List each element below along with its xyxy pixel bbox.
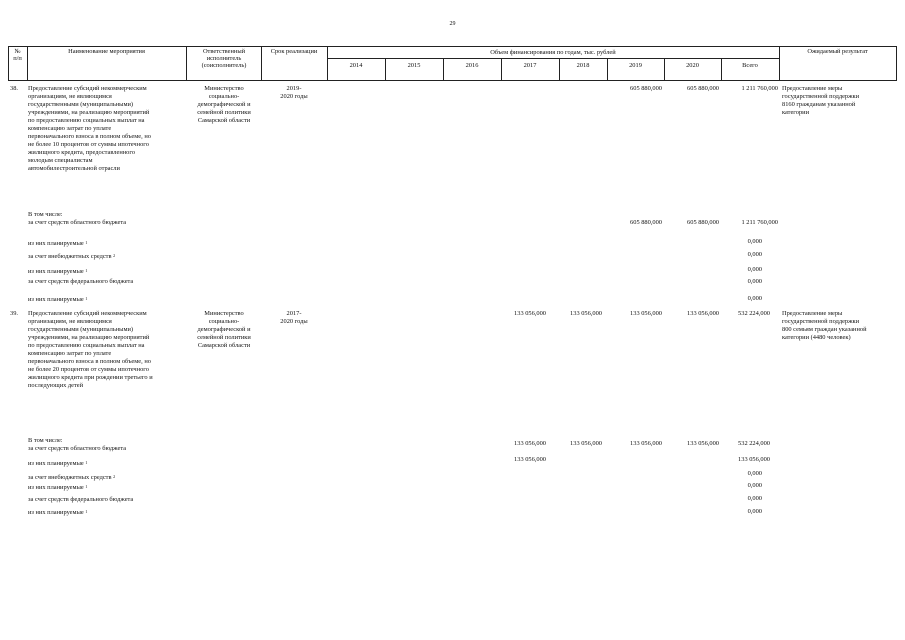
sub-label: из них планируемые $^1$ bbox=[28, 484, 88, 491]
header-top-line bbox=[8, 46, 896, 47]
sub-value-total: 532 224,000 bbox=[738, 440, 770, 447]
header-year: 2017 bbox=[523, 62, 537, 69]
sub-value-total: 0,000 bbox=[747, 266, 762, 273]
value-2019: 605 880,000 bbox=[630, 85, 662, 92]
header-executor: Ответственный исполнитель (соисполнитель) bbox=[201, 48, 247, 70]
sub-value-total: 0,000 bbox=[747, 278, 762, 285]
header-vline bbox=[896, 46, 897, 81]
sub-value-total: 0,000 bbox=[747, 508, 762, 515]
sub-value-2018: 133 056,000 bbox=[570, 440, 602, 447]
sub-label: из них планируемые $^1$ bbox=[28, 240, 88, 247]
header-year: 2018 bbox=[576, 62, 590, 69]
page-number: 29 bbox=[449, 21, 456, 27]
sub-value-total: 0,000 bbox=[747, 495, 762, 502]
sub-label: за счет средств федерального бюджета bbox=[28, 496, 134, 503]
sub-value-2020: 133 056,000 bbox=[687, 440, 719, 447]
header-year: 2020 bbox=[686, 62, 699, 69]
sub-value-2019: 605 880,000 bbox=[630, 219, 662, 226]
sub-value-total: 0,000 bbox=[747, 251, 762, 258]
header-total: Всего bbox=[742, 62, 758, 69]
sub-value-total: 1 211 760,000 bbox=[741, 219, 778, 226]
header-year: 2019 bbox=[629, 62, 642, 69]
header-vline bbox=[186, 46, 187, 81]
sub-value-total: 133 056,000 bbox=[738, 456, 770, 463]
header-num: № п/п bbox=[13, 48, 22, 63]
sub-label: из них планируемые $^1$ bbox=[28, 296, 88, 303]
sub-label: за счет средств областного бюджета bbox=[28, 219, 127, 226]
header-period: Срок реализации bbox=[270, 48, 318, 55]
header-year: 2015 bbox=[407, 62, 421, 69]
header-mid-line bbox=[327, 58, 779, 59]
value-total: 532 224,000 bbox=[738, 310, 770, 317]
value-2017: 133 056,000 bbox=[514, 310, 546, 317]
sub-value-total: 0,000 bbox=[747, 295, 762, 302]
header-result: Ожидаемый результат bbox=[807, 48, 868, 55]
header-funding: Объем финансирования по годам, тыс. рублей bbox=[490, 49, 616, 56]
header-year: 2016 bbox=[465, 62, 479, 69]
value-2018: 133 056,000 bbox=[570, 310, 602, 317]
sub-label: из них планируемые $^1$ bbox=[28, 509, 88, 516]
sub-value-2020: 605 880,000 bbox=[687, 219, 719, 226]
header-name: Наименование мероприятия bbox=[68, 48, 145, 55]
header-bottom-line bbox=[8, 80, 896, 81]
sub-label: за счет внебюджетных средств $^2$ bbox=[28, 474, 116, 481]
row-number: 39. bbox=[10, 310, 18, 317]
sub-value-2019: 133 056,000 bbox=[630, 440, 662, 447]
value-total: 1 211 760,000 bbox=[741, 85, 778, 92]
sub-label: за счет внебюджетных средств $^2$ bbox=[28, 253, 116, 260]
sub-label: за счет средств областного бюджета bbox=[28, 445, 127, 452]
sub-label: из них планируемые $^1$ bbox=[28, 268, 88, 275]
value-2020: 605 880,000 bbox=[687, 85, 719, 92]
sub-value-2017: 133 056,000 bbox=[514, 456, 546, 463]
sub-label: из них планируемые $^1$ bbox=[28, 460, 88, 467]
sub-value-total: 0,000 bbox=[747, 470, 762, 477]
including-label: В том числе: bbox=[28, 211, 63, 218]
sub-label: за счет средств федерального бюджета bbox=[28, 278, 134, 285]
sub-value-total: 0,000 bbox=[747, 482, 762, 489]
sub-value-2017: 133 056,000 bbox=[514, 440, 546, 447]
row-number: 38. bbox=[10, 85, 18, 92]
sub-value-total: 0,000 bbox=[747, 238, 762, 245]
including-label: В том числе: bbox=[28, 437, 63, 444]
value-2019: 133 056,000 bbox=[630, 310, 662, 317]
value-2020: 133 056,000 bbox=[687, 310, 719, 317]
header-year: 2014 bbox=[349, 62, 363, 69]
